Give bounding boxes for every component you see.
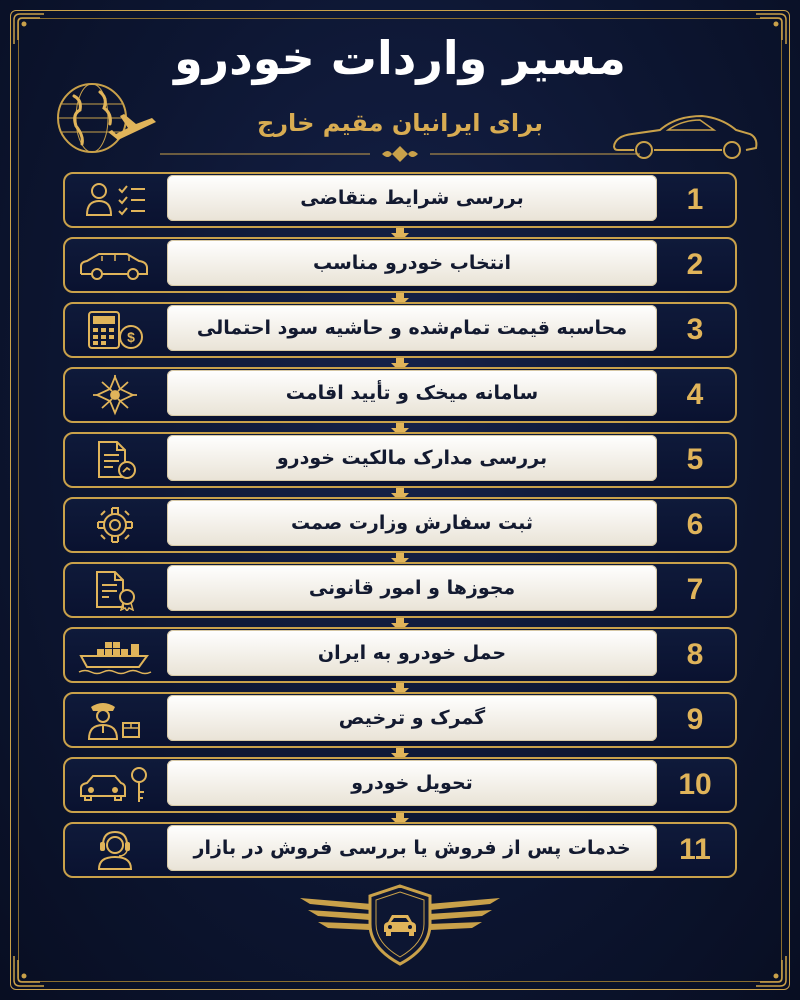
step-label: ثبت سفارش وزارت صمت [167,500,657,546]
car-icon [75,244,155,286]
step-label: انتخاب خودرو مناسب [167,240,657,286]
page-title: مسیر واردات خودرو [174,31,626,85]
step-number: 2 [686,248,704,281]
customs-officer-icon [75,699,155,741]
step-number: 1 [686,183,704,216]
step-label: گمرک و ترخیص [167,695,657,741]
step-number: 4 [686,378,704,411]
step-label: محاسبه قیمت تمام‌شده و حاشیه سود احتمالی [167,305,657,351]
step-item [63,497,737,553]
step-item [63,757,737,813]
step-number: 11 [679,833,711,866]
cargo-ship-icon [75,634,155,676]
step-item [63,692,737,748]
step-item [63,237,737,293]
ornament-divider [160,144,640,164]
certificate-icon [75,569,155,611]
step-number: 5 [686,443,704,476]
step-number: 10 [678,768,712,801]
step-item [63,822,737,878]
step-label: تحویل خودرو [167,760,657,806]
step-label: خدمات پس از فروش یا بررسی فروش در بازار [167,825,657,871]
step-item [63,302,737,358]
document-icon [75,439,155,481]
svg-text:$: $ [127,329,135,345]
step-number: 7 [686,573,704,606]
step-item [63,367,737,423]
step-number: 3 [686,313,704,346]
step-label: مجوزها و امور قانونی [167,565,657,611]
corner-ornament [12,954,46,988]
page-subtitle: برای ایرانیان مقیم خارج [256,109,544,137]
step-item [63,432,737,488]
step-label: سامانه میخک و تأیید اقامت [167,370,657,416]
step-number: 6 [686,508,704,541]
step-item [63,562,737,618]
mikhak-flower-icon [75,374,155,416]
step-item [63,172,737,228]
step-number: 9 [686,703,704,736]
support-headset-icon [75,829,155,871]
step-label: بررسی شرایط متقاضی [167,175,657,221]
applicant-checklist-icon [75,179,155,221]
step-label: حمل خودرو به ایران [167,630,657,676]
step-number: 8 [686,638,704,671]
car-key-icon [75,764,155,806]
winged-shield-car-emblem [290,880,510,970]
step-label: بررسی مدارک مالکیت خودرو [167,435,657,481]
gear-icon [75,504,155,546]
corner-ornament [754,954,788,988]
calculator-coin-icon [75,309,155,351]
step-item [63,627,737,683]
